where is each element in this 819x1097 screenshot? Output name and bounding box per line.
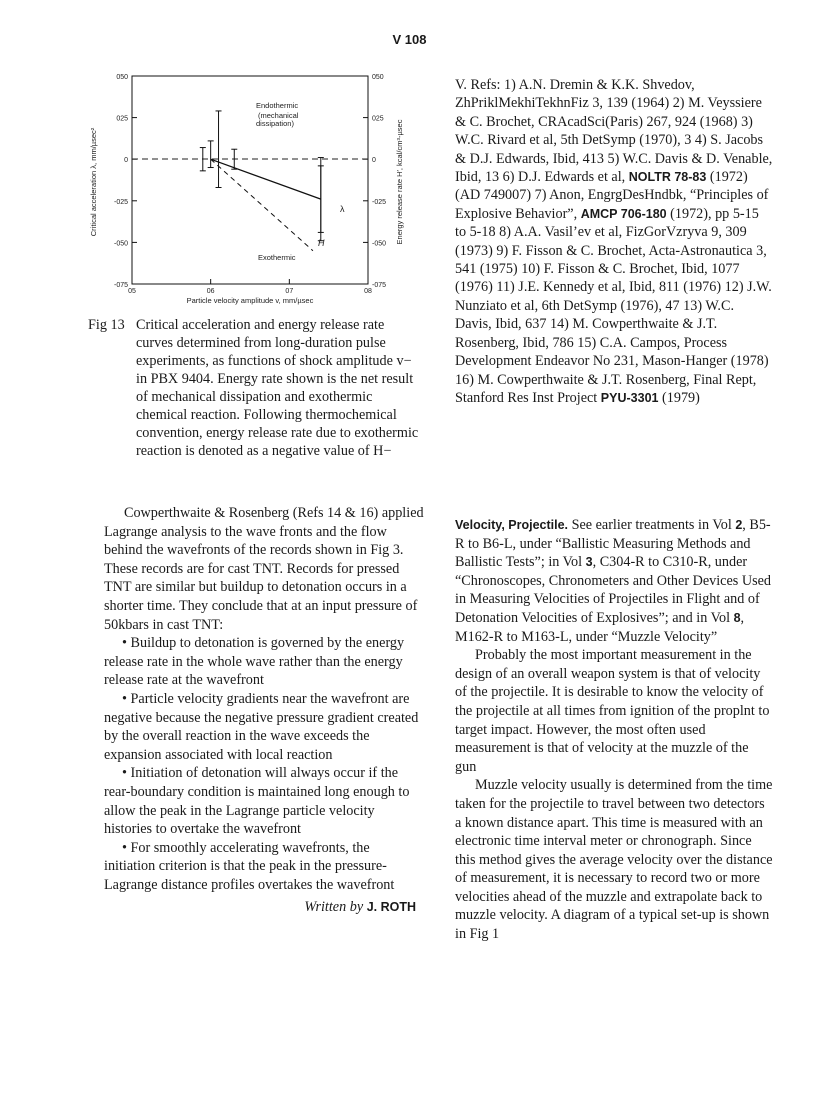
caption-label: Fig 13	[88, 317, 125, 333]
refs-pyu: PYU-3301	[600, 390, 659, 405]
annotation-lambda: λ	[340, 204, 345, 214]
x-tick-label: 06	[206, 288, 215, 295]
series-line	[211, 159, 321, 199]
fig13-chart	[88, 70, 418, 308]
figure-caption	[88, 316, 428, 460]
left-column	[104, 504, 424, 917]
right-tick-label: -050	[372, 240, 387, 248]
plot-frame	[132, 76, 368, 284]
x-axis-label: Particle velocity amplitude v, mm/µsec	[186, 296, 314, 305]
left-axis-ticks	[114, 74, 137, 289]
right-column	[455, 516, 773, 944]
right-tick-label: 0	[372, 157, 376, 165]
x-tick-label: 08	[364, 288, 372, 295]
velocity-para-3: Muzzle velocity usually is determined from the time taken for the projectile to travel between two detectors a known distance apart. This time is measured with an electronic time interval meter or chronograph. Since this method gives the average velocity over the distance of measurement, it is necessary to record two or more velocities ahead of the muzzle and extrapolate back to muzzle velocity. A diagram of a typical set-up is shown in Fig 1	[455, 777, 773, 943]
bullet-3: • Initiation of detonation will always occur if the rear-boundary condition is maintained long enough to allow the peak in the Lagrange particle velocity histories to overtake the wavefront	[104, 765, 410, 838]
series-line	[211, 159, 313, 251]
bullet-2: • Particle velocity gradients near the wavefront are negative because the negative pressure gradient created by the overall reaction in the wave exceeds the expansion associated with local reaction	[104, 690, 419, 763]
right-tick-label: 025	[372, 115, 384, 123]
caption-text: Critical acceleration and energy release rate curves determined from long-duration pulse experiments, as functions of shock amplitude v− in PBX 9404. Energy rate shown is the net result of mechanical dissipation and exothermic chemical reaction. Following thermochemical convention, energy release rate due to exothermic reaction is denoted as a negative value of H−	[136, 317, 419, 459]
refs-intro: V. Refs:	[455, 77, 501, 93]
vol-2: 2	[735, 518, 743, 532]
vol-3: 3	[585, 555, 593, 570]
author-name: J. ROTH	[366, 900, 416, 915]
right-axis-ticks	[363, 74, 386, 289]
refs-amcp: AMCP 706-180	[580, 206, 667, 221]
annotation-exothermic: Exothermic	[258, 253, 296, 262]
section-heading: Velocity, Projectile.	[455, 518, 569, 532]
annotation-dissipation: dissipation)	[256, 119, 294, 128]
refs-part-2: (1972) (AD 749007) 7) Anon, EngrgDesHndbk, “Principles of Explosive Behavior”,	[455, 169, 769, 222]
annotation-h: H	[318, 238, 325, 248]
left-intro: Cowperthwaite & Rosenberg (Refs 14 & 16) applied Lagrange analysis to the wave fronts and the flow behind the wavefronts of the records shown in Fig 3. These records are for cast TNT. Records for pressed TNT are similar but buildup to detonation occurs in a shorter time. They conclude that at an input pressure of 50kbars in cast TNT:	[104, 505, 424, 633]
x-axis-ticks	[128, 279, 372, 295]
para1-c: , C304-R to C310-R, under “Chronoscopes, Chronometers and Other Devices Used in Measuring Velocities of Projectiles in Flight and of Detonation Velocities of Explosives”; and in Vol	[455, 554, 771, 626]
right-tick-label: 050	[372, 74, 384, 81]
velocity-para-1	[455, 516, 773, 646]
right-tick-label: -025	[372, 198, 387, 206]
vol-8: 8	[733, 610, 741, 625]
para1-a: See earlier treatments in Vol	[571, 517, 732, 533]
left-tick-label: -075	[113, 282, 128, 289]
page-header: V 108	[392, 32, 427, 47]
refs-part-4: (1979)	[662, 389, 700, 406]
left-tick-label: 025	[116, 115, 128, 123]
annotation-mechanical: (mechanical	[258, 111, 299, 120]
y-axis-label-right: Energy release rate H′, kcal/cm³-µsec	[395, 119, 404, 245]
annotation-endothermic: Endothermic	[256, 101, 299, 110]
para1-b: , B5-R to B6-L, under “Ballistic Measuring Methods and Ballistic Tests”; in Vol	[455, 517, 771, 571]
para1-d: , M162-R to M163-L, under “Muzzle Velocity”	[455, 609, 745, 645]
left-tick-label: -025	[113, 198, 128, 206]
right-tick-label: -075	[372, 282, 387, 289]
refs-part-1: 1) A.N. Dremin & K.K. Shvedov, ZhPriklMekhiTekhnFiz 3, 139 (1964) 2) M. Veyssiere & C. Brochet, CRAcadSci(Paris) 267, 924 (1968) 3) W.C. Rivard et al, 5th DetSymp (1970), 3 4) S. Jacobs & D.J. Edwards, Ibid, 413 5) W.C. Davis & D. Venable, Ibid, 13 6) D.J. Edwards et al,	[455, 77, 773, 186]
author-line	[104, 898, 424, 917]
refs-noltr: NOLTR 78-83	[628, 170, 707, 185]
author-prefix: Written by	[304, 899, 364, 916]
x-tick-label: 05	[128, 288, 136, 295]
series-layer	[211, 159, 321, 251]
refs-part-3: (1972), pp 5-15 to 5-18 8) A.A. Vasil’ev et al, FizGorVzryva 9, 309 (1973) 9) F. Fisson & C. Brochet, Acta-Astronautica 3, 541 (1975) 10) F. Fisson & C. Brochet, Ibid, 1077 (1976) 11) J.E. Kennedy et al, Ibid, 811 (1976) 12) J.W. Nunziato et al, 6th DetSymp (1976), 47 13) W.C. Davis, Ibid, 637 14) M. Cowperthwaite & J.T. Rosenberg, Ibid, 786 15) C.A. Campos, Process Development Endeavor No 231, Mason-Hanger (1978) 16) M. Cowperthwaite & J.T. Rosenberg, Final Rept, Stanford Res Inst Project	[455, 205, 772, 406]
data-points	[200, 111, 324, 241]
bullet-1: • Buildup to detonation is governed by the energy release rate in the whole wave rather than the energy release rate at the wavefront	[104, 635, 405, 689]
bullet-4: • For smoothly accelerating wavefronts, the initiation criterion is that the peak in the pressure-Lagrange distance profiles overtakes the wavefront	[104, 839, 395, 893]
x-tick-label: 07	[285, 288, 294, 295]
left-tick-label: -050	[113, 240, 128, 248]
velocity-para-2: Probably the most important measurement in the design of an overall weapon system is that of velocity of the projectile. It is desirable to know the velocity of the projectile at all times from ignition of the proplnt to target impact. However, the most often used measurement is that of velocity at the muzzle of the gun	[455, 647, 770, 775]
references-block	[455, 76, 773, 407]
y-axis-label-left: Critical acceleration λ, mm/µsec²	[89, 127, 98, 237]
left-tick-label: 050	[116, 74, 128, 81]
left-tick-label: 0	[124, 157, 128, 165]
